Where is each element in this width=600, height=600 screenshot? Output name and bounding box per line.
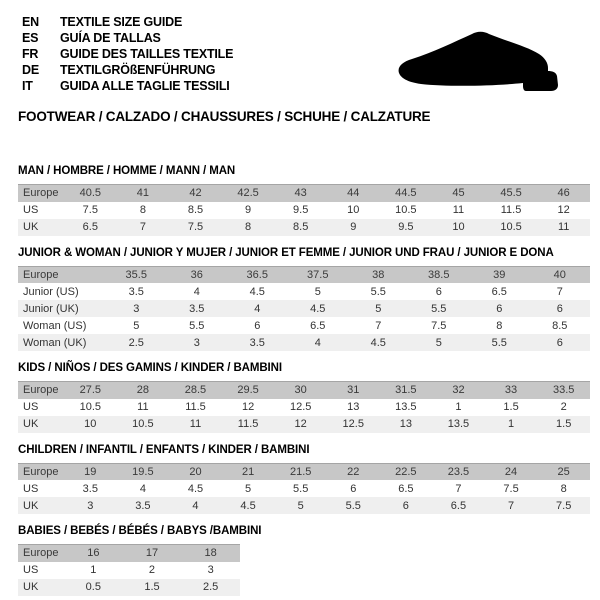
- table-row: [18, 545, 240, 562]
- size-value-cell: 40: [553, 268, 566, 281]
- size-tables-area: [18, 165, 590, 596]
- size-value-cell: 8: [245, 221, 252, 233]
- size-value-cell: 45.5: [500, 187, 522, 200]
- size-value-cell: 1: [507, 418, 515, 430]
- table-row: [18, 317, 590, 334]
- size-value-cell: 18: [204, 547, 217, 560]
- size-value-cell: 5: [133, 319, 140, 332]
- size-value-cell: 3: [207, 564, 214, 576]
- language-guide-title: TEXTILGRÖßENFÜHRUNG: [60, 63, 216, 77]
- size-value-cell: 7: [139, 221, 146, 233]
- size-table-section: [18, 247, 590, 352]
- size-value-cell: 36: [190, 268, 203, 281]
- row-label-cell: Europe: [23, 268, 59, 281]
- size-value-cell: 6.5: [491, 285, 507, 298]
- size-value-cell: 20: [189, 465, 202, 478]
- size-value-cell: 6.5: [310, 319, 326, 332]
- language-guide-title: GUIDA ALLE TAGLIE TESSILI: [60, 79, 230, 93]
- size-value-cell: 4: [254, 302, 261, 315]
- row-label-cell: Europe: [23, 384, 59, 397]
- size-value-cell: 6: [435, 285, 442, 298]
- size-value-cell: 21: [241, 465, 255, 478]
- size-value-cell: 5.5: [293, 482, 309, 495]
- size-value-cell: 7.5: [556, 499, 572, 512]
- row-label-cell: UK: [23, 581, 39, 593]
- size-value-cell: 31: [347, 384, 360, 397]
- size-value-cell: 17: [145, 547, 159, 560]
- size-value-cell: 2: [148, 564, 156, 576]
- size-value-cell: 11.5: [237, 418, 259, 430]
- size-value-cell: 25: [557, 465, 570, 478]
- table-row: [18, 579, 240, 596]
- size-value-cell: 44: [347, 187, 360, 200]
- size-value-cell: 3.5: [128, 285, 144, 298]
- table-row: [18, 266, 590, 283]
- size-value-cell: 33.5: [552, 384, 575, 397]
- size-value-cell: 6.5: [398, 482, 414, 495]
- row-label-cell: US: [23, 564, 39, 576]
- size-value-cell: 37.5: [307, 268, 329, 281]
- size-value-cell: 28.5: [184, 384, 207, 397]
- size-value-cell: 7.5: [82, 204, 98, 216]
- size-value-cell: 4: [139, 482, 146, 495]
- size-value-cell: 39: [493, 268, 506, 281]
- size-table: [18, 544, 240, 596]
- size-value-cell: 8: [139, 204, 146, 216]
- section-title: JUNIOR & WOMAN / JUNIOR Y MUJER / JUNIOR ET FEMME / JUNIOR UND FRAU / JUNIOR E DONA: [18, 246, 554, 259]
- size-value-cell: 9.5: [293, 204, 309, 216]
- size-value-cell: 28: [136, 384, 150, 397]
- size-value-cell: 42: [189, 187, 202, 200]
- language-code: DE: [22, 63, 39, 77]
- section-title: KIDS / NIÑOS / DES GAMINS / KINDER / BAMBINI: [18, 362, 282, 374]
- size-value-cell: 22.5: [395, 465, 417, 478]
- size-value-cell: 8.5: [293, 221, 309, 233]
- size-value-cell: 2.5: [128, 336, 144, 349]
- table-row: [18, 463, 590, 480]
- size-table: [18, 463, 590, 515]
- table-row: [18, 202, 590, 219]
- size-value-cell: 3: [193, 336, 200, 349]
- size-value-cell: 2: [560, 401, 567, 413]
- size-value-cell: 11: [452, 204, 465, 216]
- size-value-cell: 38: [372, 268, 385, 281]
- table-row: [18, 382, 590, 399]
- table-row: [18, 562, 240, 579]
- size-table: [18, 381, 590, 433]
- size-value-cell: 7: [556, 285, 563, 298]
- size-value-cell: 9: [350, 221, 357, 233]
- language-code: EN: [22, 15, 39, 29]
- size-value-cell: 4.5: [249, 285, 265, 298]
- size-value-cell: 8.5: [187, 204, 204, 216]
- size-table-section: [18, 525, 590, 596]
- size-value-cell: 6.5: [82, 221, 98, 233]
- table-row: [18, 283, 590, 300]
- row-label-cell: US: [23, 482, 39, 495]
- row-label-cell: Woman (US): [23, 319, 87, 332]
- size-value-cell: 5: [245, 482, 252, 495]
- size-value-cell: 7: [507, 499, 515, 512]
- language-guide-title: TEXTILE SIZE GUIDE: [60, 15, 183, 29]
- row-label-cell: US: [23, 204, 39, 216]
- size-value-cell: 5: [297, 499, 304, 512]
- size-value-cell: 6: [350, 482, 357, 495]
- size-value-cell: 4: [192, 499, 199, 512]
- size-value-cell: 12: [294, 418, 307, 430]
- size-value-cell: 3: [87, 499, 94, 512]
- table-row: [18, 480, 590, 497]
- size-value-cell: 19: [84, 465, 97, 478]
- size-value-cell: 3.5: [189, 302, 205, 315]
- size-value-cell: 13: [347, 401, 360, 413]
- size-value-cell: 12.5: [289, 401, 312, 413]
- size-value-cell: 8: [496, 319, 503, 332]
- size-value-cell: 1.5: [503, 401, 519, 413]
- size-value-cell: 4: [314, 336, 321, 349]
- size-value-cell: 3.5: [135, 499, 151, 512]
- table-row: [18, 300, 590, 317]
- dress-shoe-silhouette: [394, 26, 570, 96]
- size-value-cell: 1.5: [144, 581, 160, 593]
- size-value-cell: 31.5: [395, 384, 417, 397]
- size-value-cell: 7: [455, 482, 462, 495]
- size-value-cell: 30: [294, 384, 307, 397]
- size-value-cell: 5.5: [431, 302, 447, 315]
- row-label-cell: UK: [23, 221, 39, 233]
- size-value-cell: 40.5: [79, 187, 101, 200]
- size-value-cell: 3.5: [249, 336, 265, 349]
- size-value-cell: 10.5: [132, 418, 154, 430]
- section-title: CHILDREN / INFANTIL / ENFANTS / KINDER / BAMBINI: [18, 443, 310, 456]
- size-value-cell: 5.5: [189, 319, 205, 332]
- size-table-section: [18, 165, 590, 236]
- size-value-cell: 27.5: [79, 384, 101, 397]
- size-value-cell: 43: [294, 187, 307, 200]
- size-value-cell: 6.5: [450, 499, 467, 512]
- table-row: [18, 399, 590, 416]
- row-label-cell: Junior (US): [23, 285, 79, 298]
- size-value-cell: 2.5: [203, 581, 219, 593]
- size-value-cell: 11: [137, 401, 149, 413]
- size-value-cell: 5.5: [345, 499, 361, 512]
- size-value-cell: 3: [133, 302, 140, 315]
- size-value-cell: 24: [504, 465, 518, 478]
- size-value-cell: 10.5: [500, 221, 522, 233]
- size-value-cell: 5: [435, 336, 442, 349]
- size-table: [18, 184, 590, 236]
- table-row: [18, 416, 590, 433]
- size-value-cell: 6: [254, 319, 261, 332]
- row-label-cell: Woman (UK): [23, 336, 87, 349]
- table-row: [18, 185, 590, 202]
- language-guide-title: GUIDE DES TAILLES TEXTILE: [60, 47, 234, 61]
- size-value-cell: 1: [455, 401, 462, 413]
- size-value-cell: 13.5: [447, 418, 470, 430]
- size-value-cell: 7.5: [431, 319, 447, 332]
- size-value-cell: 42.5: [237, 187, 259, 200]
- size-value-cell: 44.5: [395, 187, 417, 200]
- size-table-section: [18, 444, 590, 515]
- size-value-cell: 32: [452, 384, 465, 397]
- size-value-cell: 13.5: [395, 401, 417, 413]
- language-guide-title: GUÍA DE TALLAS: [60, 31, 161, 45]
- size-value-cell: 12.5: [342, 418, 364, 430]
- size-value-cell: 11: [557, 221, 570, 233]
- size-value-cell: 23.5: [447, 465, 470, 478]
- size-value-cell: 0.5: [85, 581, 101, 593]
- size-value-cell: 5: [314, 285, 321, 298]
- size-value-cell: 1: [90, 564, 97, 576]
- table-row: [18, 334, 590, 351]
- size-value-cell: 12: [241, 401, 255, 413]
- size-table: [18, 266, 590, 352]
- size-value-cell: 5.5: [491, 336, 507, 349]
- size-value-cell: 11.5: [500, 204, 522, 216]
- size-value-cell: 5: [375, 302, 382, 315]
- size-value-cell: 4: [193, 285, 200, 298]
- size-value-cell: 36.5: [246, 268, 268, 281]
- size-value-cell: 45: [452, 187, 465, 200]
- size-value-cell: 11.5: [185, 401, 206, 413]
- size-value-cell: 8.5: [552, 319, 568, 332]
- size-value-cell: 33: [504, 384, 518, 397]
- row-label-cell: Europe: [23, 187, 59, 200]
- size-value-cell: 6: [496, 302, 503, 315]
- size-value-cell: 6: [402, 499, 409, 512]
- row-label-cell: UK: [23, 418, 39, 430]
- size-value-cell: 16: [87, 547, 100, 560]
- row-label-cell: Junior (UK): [23, 302, 79, 315]
- row-label-cell: UK: [23, 499, 39, 512]
- size-value-cell: 12: [557, 204, 570, 216]
- size-value-cell: 9: [245, 204, 252, 216]
- size-value-cell: 7.5: [187, 221, 204, 233]
- dress-shoe-icon: [394, 26, 570, 96]
- size-value-cell: 4.5: [370, 336, 386, 349]
- size-value-cell: 22: [347, 465, 360, 478]
- size-value-cell: 6: [556, 302, 563, 315]
- language-code: ES: [22, 31, 39, 45]
- size-table-section: [18, 362, 590, 433]
- section-title: BABIES / BEBÉS / BÉBÉS / BABYS /BAMBINI: [18, 525, 262, 537]
- size-value-cell: 4.5: [187, 482, 204, 495]
- size-value-cell: 38.5: [428, 268, 450, 281]
- size-value-cell: 46: [557, 187, 570, 200]
- size-value-cell: 7: [375, 319, 382, 332]
- section-title: MAN / HOMBRE / HOMME / MANN / MAN: [18, 165, 236, 177]
- size-value-cell: 21.5: [289, 465, 312, 478]
- size-value-cell: 4.5: [310, 302, 326, 315]
- table-row: [18, 219, 590, 236]
- size-value-cell: 13: [399, 418, 412, 430]
- size-value-cell: 29.5: [237, 384, 259, 397]
- size-value-cell: 10: [347, 204, 360, 216]
- size-value-cell: 10: [452, 221, 465, 233]
- row-label-cell: Europe: [23, 465, 59, 478]
- size-value-cell: 8: [560, 482, 567, 495]
- language-code: IT: [22, 79, 33, 93]
- size-value-cell: 11: [189, 418, 202, 430]
- size-value-cell: 5.5: [370, 285, 386, 298]
- language-code: FR: [22, 47, 39, 61]
- table-row: [18, 497, 590, 514]
- size-value-cell: 6: [556, 336, 563, 349]
- size-value-cell: 7.5: [503, 482, 519, 495]
- size-value-cell: 10.5: [79, 401, 101, 413]
- size-value-cell: 9.5: [398, 221, 414, 233]
- size-value-cell: 35.5: [125, 268, 147, 281]
- size-value-cell: 41: [136, 187, 150, 200]
- size-value-cell: 1.5: [556, 418, 572, 430]
- size-value-cell: 4.5: [240, 499, 256, 512]
- row-label-cell: Europe: [23, 547, 59, 560]
- size-value-cell: 19.5: [132, 465, 154, 478]
- row-label-cell: US: [23, 401, 39, 413]
- size-value-cell: 10: [84, 418, 97, 430]
- category-title: FOOTWEAR / CALZADO / CHAUSSURES / SCHUHE / CALZATURE: [18, 109, 431, 124]
- size-value-cell: 3.5: [82, 482, 98, 495]
- size-value-cell: 10.5: [395, 204, 417, 216]
